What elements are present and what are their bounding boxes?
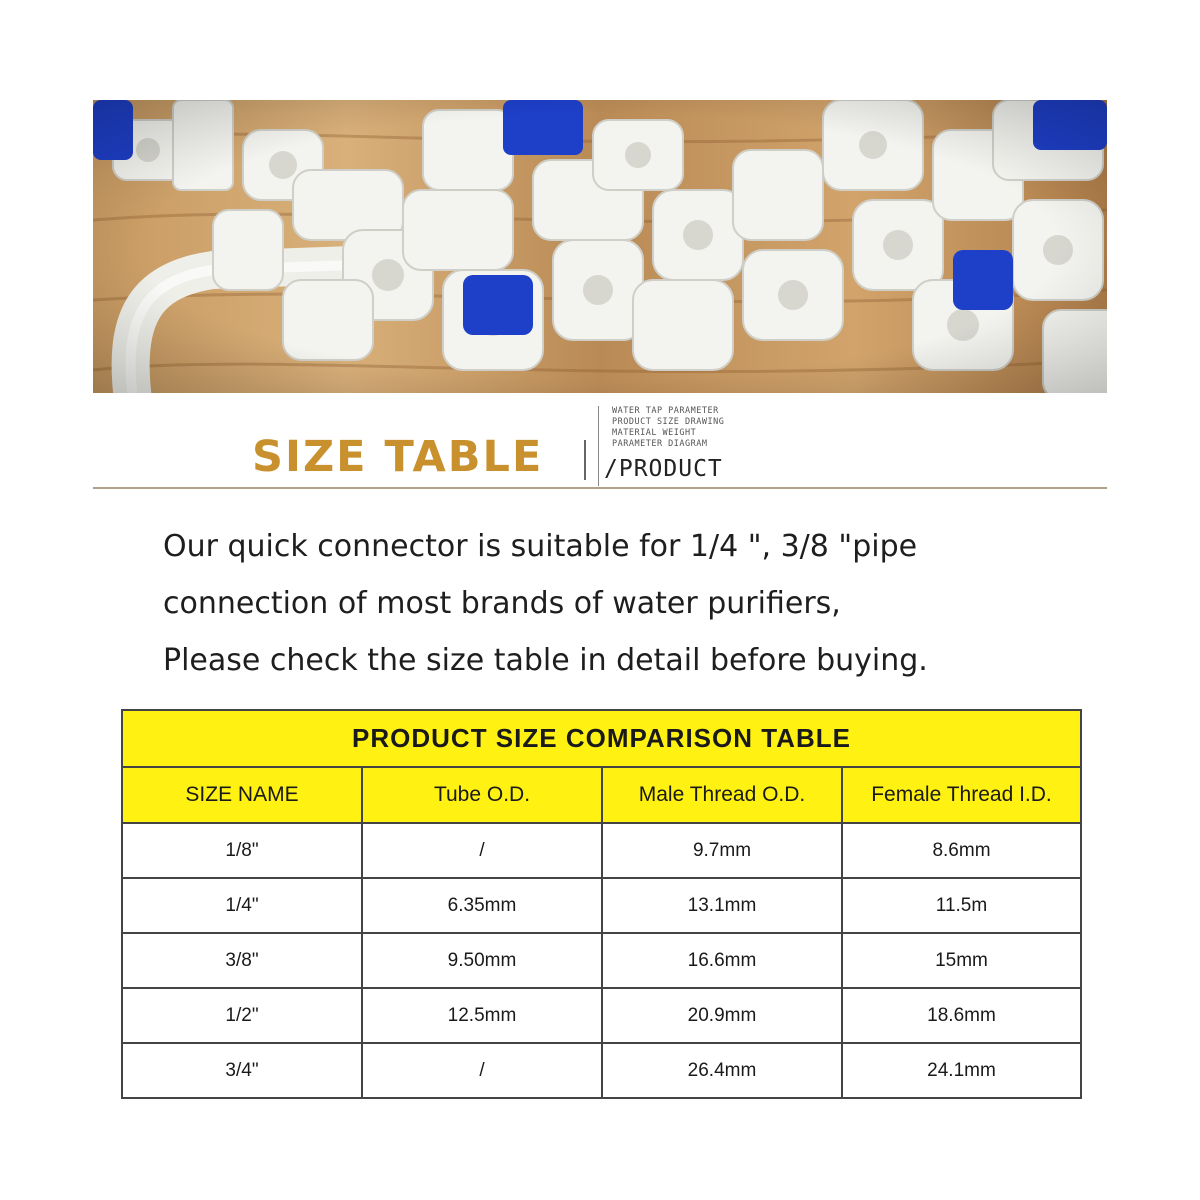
header-size-name: SIZE NAME [122,767,362,823]
table-row [122,823,1081,878]
product-label: /PRODUCT [604,456,723,482]
title-divider-thin [598,406,599,486]
title-divider [584,440,586,480]
cell-tube-od: 12.5mm [362,988,602,1043]
cell-female-thread-id: 8.6mm [842,823,1081,878]
table-row [122,878,1081,933]
cell-male-thread-od: 9.7mm [602,823,842,878]
description-line: Please check the size table in detail before buying. [163,643,928,678]
description-line: connection of most brands of water purifiers, [163,586,841,621]
table-caption-row [122,710,1081,767]
cell-male-thread-od: 26.4mm [602,1043,842,1098]
cell-tube-od: / [362,823,602,878]
cell-male-thread-od: 20.9mm [602,988,842,1043]
fittings-illustration [93,100,1107,393]
description-line: Our quick connector is suitable for 1/4 ", 3/8 "pipe [163,529,918,564]
table-row [122,1043,1081,1098]
cell-female-thread-id: 15mm [842,933,1081,988]
cell-size-name: 3/8" [122,933,362,988]
table-row [122,933,1081,988]
table-header-row [122,767,1081,823]
description [163,518,1063,689]
cell-tube-od: / [362,1043,602,1098]
parameter-line: WATER TAP PARAMETER [612,406,719,416]
cell-size-name: 3/4" [122,1043,362,1098]
cell-female-thread-id: 18.6mm [842,988,1081,1043]
cell-tube-od: 6.35mm [362,878,602,933]
cell-male-thread-od: 13.1mm [602,878,842,933]
cell-size-name: 1/8" [122,823,362,878]
size-comparison-table [121,709,1082,1099]
cell-male-thread-od: 16.6mm [602,933,842,988]
header-female-thread-id: Female Thread I.D. [842,767,1081,823]
product-photo [93,100,1107,393]
size-table-title: SIZE TABLE [252,432,544,482]
parameter-lines [612,406,724,450]
cell-tube-od: 9.50mm [362,933,602,988]
header-male-thread-od: Male Thread O.D. [602,767,842,823]
parameter-line: PARAMETER DIAGRAM [612,439,708,449]
cell-size-name: 1/2" [122,988,362,1043]
header-tube-od: Tube O.D. [362,767,602,823]
cell-female-thread-id: 24.1mm [842,1043,1081,1098]
parameter-line: PRODUCT SIZE DRAWING [612,417,725,427]
cell-female-thread-id: 11.5m [842,878,1081,933]
heading-rule [93,487,1107,489]
table-caption: PRODUCT SIZE COMPARISON TABLE [122,710,1081,767]
cell-size-name: 1/4" [122,878,362,933]
parameter-line: MATERIAL WEIGHT [612,428,697,438]
table-row [122,988,1081,1043]
